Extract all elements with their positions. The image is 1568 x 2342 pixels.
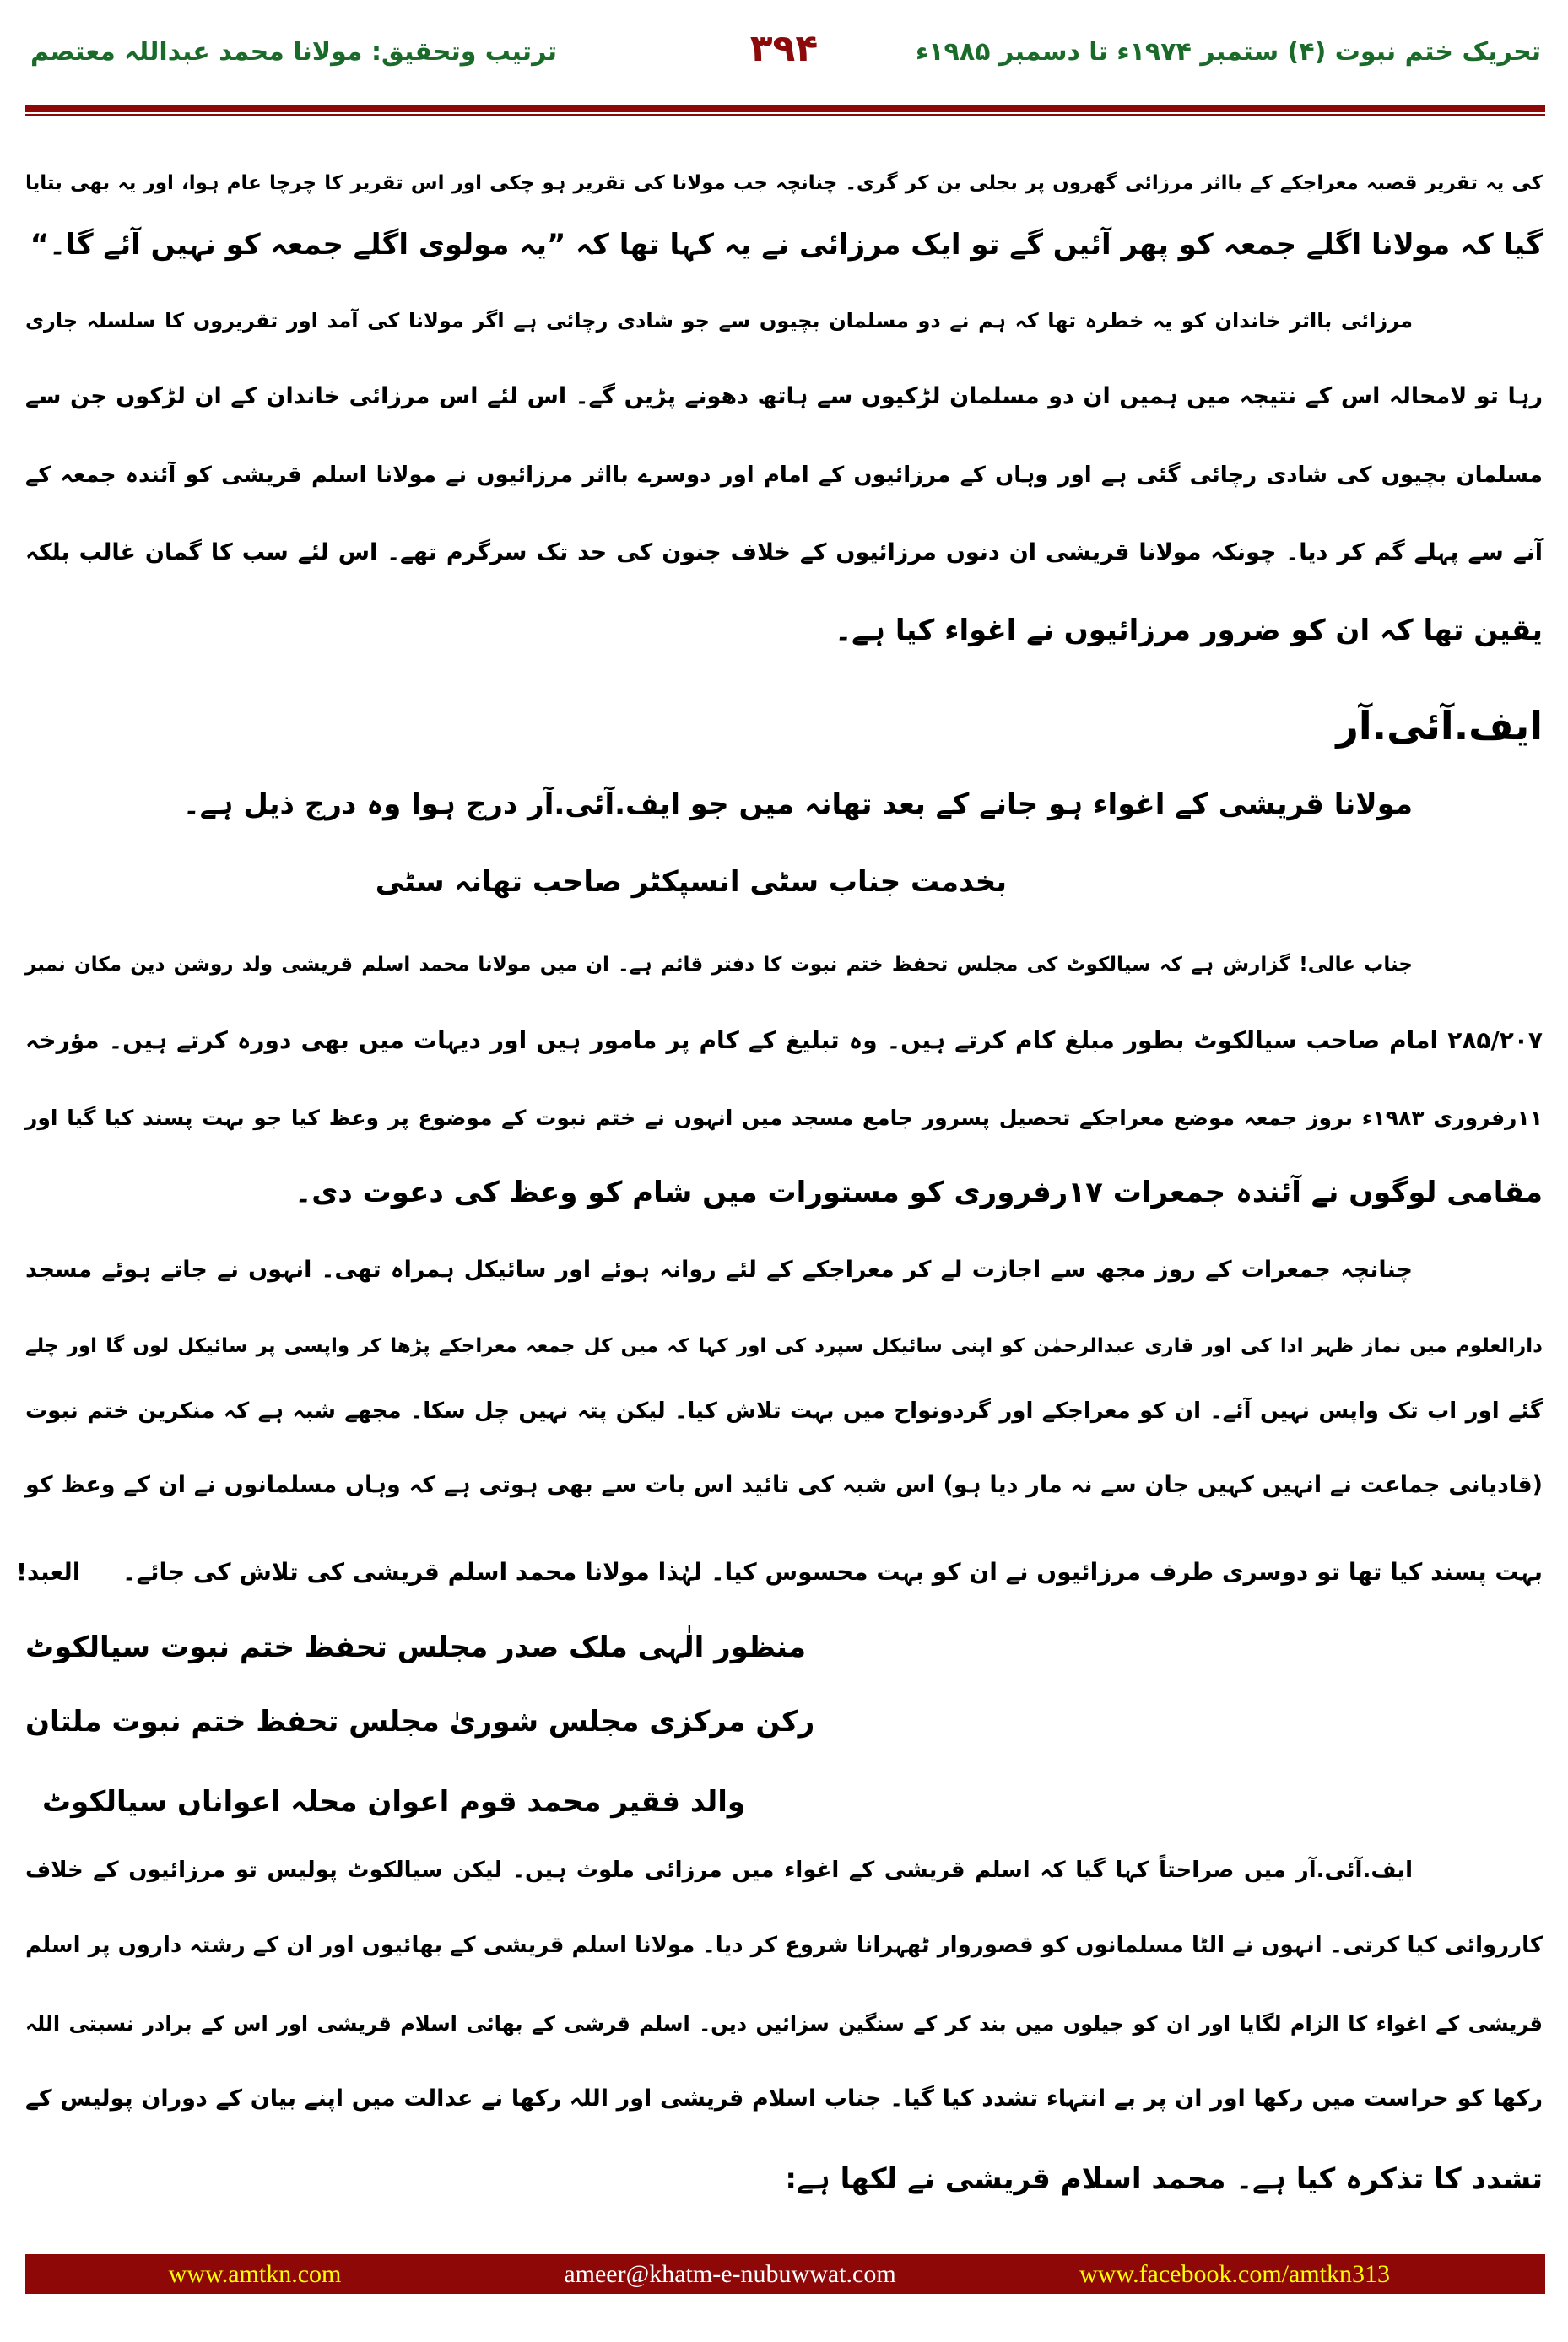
text-line: جناب عالی! گزارش ہے کہ سیالکوٹ کی مجلس تحفظ ختم نبوت کا دفتر قائم ہے۔ ان میں مولانا محمد اسلم قریشی ولد روشن دین مکان نمبر [25, 954, 1413, 976]
text-line: (قادیانی جماعت نے انہیں کہیں جان سے نہ مار دیا ہو) اس شبہ کی تائید اس بات سے بھی ہوتی ہے کہ وہاں مسلمانوں نے ان کے وعظ کو [25, 1472, 1543, 1498]
footer-bar [25, 2254, 1545, 2294]
text-line: ۲۸۵/۲۰۷ امام صاحب سیالکوٹ بطور مبلغ کام کرتے ہیں۔ وہ تبلیغ کے کام پر مامور ہیں اور دیہات میں بھی دورہ کرتے ہیں۔ مؤرخہ [25, 1026, 1543, 1054]
text-line: ۱۱رفروری ۱۹۸۳ء بروز جمعہ موضع معراجکے تحصیل پسرور جامع مسجد میں انہوں نے ختم نبوت کے موضوع پر وعظ کیا جو بہت پسند کیا گیا اور [25, 1106, 1543, 1130]
fir-address: بخدمت جناب سٹی انسپکٹر صاحب تھانہ سٹی [375, 865, 1007, 899]
sign-off: العبد! [16, 1558, 81, 1586]
text-line: گئے اور اب تک واپس نہیں آئے۔ ان کو معراجکے اور گردونواح میں بہت تلاش کیا۔ لیکن پتہ نہیں چل سکا۔ مجھے شبہ ہے کہ منکرین ختم نبوت [25, 1398, 1543, 1424]
signatory: والد فقیر محمد قوم اعوان محلہ اعواناں سیالکوٹ [42, 1785, 746, 1819]
fir-intro: مولانا قریشی کے اغواء ہو جانے کے بعد تھانہ میں جو ایف.آئی.آر درج ہوا وہ درج ذیل ہے۔ [182, 787, 1413, 821]
text-line-with-signoff [16, 1543, 1543, 1602]
text-line: کارروائی کیا کرتی۔ انہوں نے الٹا مسلمانوں کو قصوروار ٹھہرانا شروع کر دیا۔ مولانا اسلم قریشی کے بھائیوں اور ان کے رشتہ داروں پر اسلم [25, 1933, 1543, 1958]
text-line: دارالعلوم میں نماز ظہر ادا کی اور قاری عبدالرحمٰن کو اپنی سائیکل سپرد کی اور کہا کہ میں کل جمعہ معراجکے پڑھا کر واپسی پر سائیکل لوں گا اور چلے [25, 1335, 1543, 1357]
text-line: رہا تو لامحالہ اس کے نتیجہ میں ہمیں ان دو مسلمان لڑکیوں سے ہاتھ دھونے پڑیں گے۔ اس لئے اس مرزائی خاندان کے ان لڑکوں جن سے [25, 383, 1543, 409]
text-line: آنے سے پہلے گم کر دیا۔ چونکہ مولانا قریشی ان دنوں مرزائیوں کے خلاف جنون کی حد تک سرگرم تھے۔ اس لئے سب کا گمان غالب بلکہ [25, 539, 1543, 565]
page-number: ۳۹۴ [749, 27, 819, 70]
book-title: تحریک ختم نبوت (۴) ستمبر ۱۹۷۴ء تا دسمبر ۱۹۸۵ء [915, 37, 1541, 67]
website-link[interactable]: www.amtkn.com [168, 2260, 342, 2288]
text-line: گیا کہ مولانا اگلے جمعہ کو پھر آئیں گے تو ایک مرزائی نے یہ کہا تھا کہ ”یہ مولوی اگلے جمعہ کو نہیں آئے گا۔“ [30, 228, 1543, 262]
text-line: چنانچہ جمعرات کے روز مجھ سے اجازت لے کر معراجکے کے لئے روانہ ہوئے اور سائیکل ہمراہ تھی۔ انہوں نے جاتے ہوئے مسجد [25, 1257, 1413, 1283]
text-line: مرزائی بااثر خاندان کو یہ خطرہ تھا کہ ہم نے دو مسلمان بچیوں سے جو شادی رچائی ہے اگر مولانا کی آمد اور تقریروں کا سلسلہ جاری [25, 309, 1413, 333]
signatory: رکن مرکزی مجلس شوریٰ مجلس تحفظ ختم نبوت ملتان [25, 1705, 815, 1739]
facebook-link[interactable]: www.facebook.com/amtkn313 [1079, 2260, 1390, 2288]
text-line: ایف.آئی.آر میں صراحتاً کہا گیا کہ اسلم قریشی کے اغواء میں مرزائی ملوث ہیں۔ لیکن سیالکوٹ پولیس تو مرزائیوں کے خلاف [25, 1858, 1413, 1883]
text-line: تشدد کا تذکرہ کیا ہے۔ محمد اسلام قریشی نے لکھا ہے: [785, 2162, 1543, 2196]
text-line: یقین تھا کہ ان کو ضرور مرزائیوں نے اغواء کیا ہے۔ [835, 614, 1543, 647]
email-link[interactable]: ameer@khatm-e-nubuwwat.com [564, 2260, 896, 2288]
text-line: رکھا کو حراست میں رکھا اور ان پر بے انتہاء تشدد کیا گیا۔ جناب اسلام قریشی اور اللہ رکھا نے عدالت میں اپنے بیان کے دوران پولیس کے [25, 2085, 1543, 2112]
header-divider-thin [25, 114, 1545, 116]
header-divider [25, 105, 1545, 112]
signatory: منظور الٰہی ملک صدر مجلس تحفظ ختم نبوت سیالکوٹ [25, 1631, 807, 1664]
compiler-credit: ترتیب وتحقیق: مولانا محمد عبداللہ معتصم [30, 37, 557, 67]
section-heading-fir: ایف.آئی.آر [1336, 703, 1543, 749]
text-line: مقامی لوگوں نے آئندہ جمعرات ۱۷رفروری کو مستورات میں شام کو وعظ کی دعوت دی۔ [295, 1176, 1543, 1209]
text-line: قریشی کے اغواء کا الزام لگایا اور ان کو جیلوں میں بند کر کے سنگین سزائیں دیں۔ اسلم قرشی کے بھائی اسلام قریشی اور اس کے برادر نسبتی اللہ [25, 2012, 1543, 2036]
text-line: مسلمان بچیوں کی شادی رچائی گئی ہے اور وہاں کے مرزائیوں کے امام اور دوسرے بااثر مرزائیوں نے مولانا اسلم قریشی کو آئندہ جمعہ کے [25, 462, 1543, 488]
text-line: کی یہ تقریر قصبہ معراجکے کے بااثر مرزائی گھروں پر بجلی بن کر گری۔ چنانچہ جب مولانا کی تقریر ہو چکی اور اس تقریر کا چرچا عام ہوا، اور یہ بھی بتایا [25, 172, 1543, 194]
text-line: بہت پسند کیا تھا تو دوسری طرف مرزائیوں نے ان کو بہت محسوس کیا۔ لہٰذا مولانا محمد اسلم قریشی کی تلاش کی جائے۔ [122, 1558, 1543, 1586]
